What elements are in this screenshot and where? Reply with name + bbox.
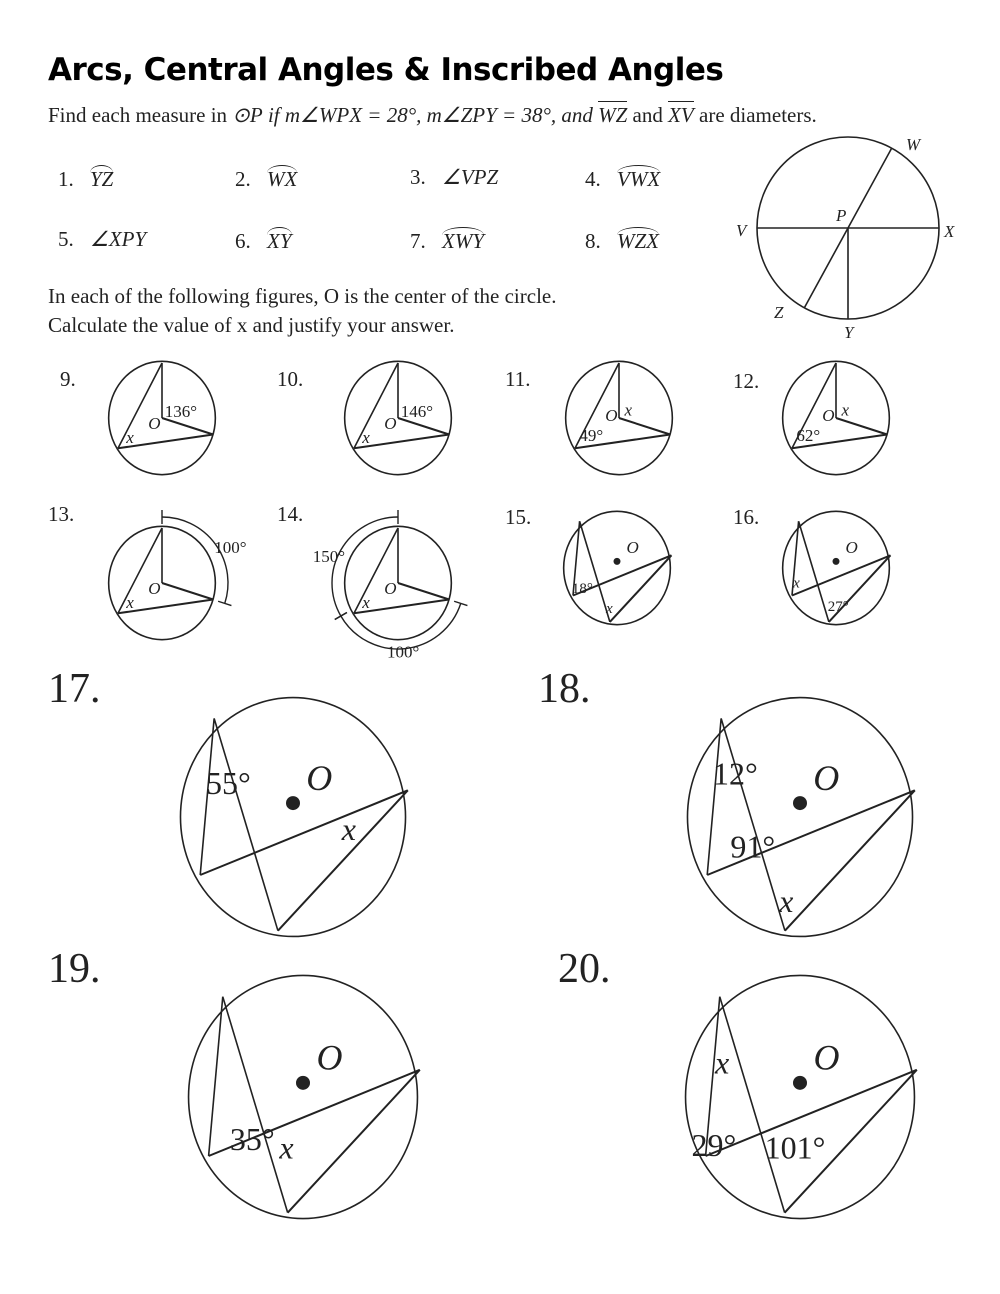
circle-symbol: ⊙P xyxy=(232,103,263,127)
figure-18-circle xyxy=(687,698,912,937)
figure-17-chord-ab xyxy=(214,718,278,930)
figure-19-label-1: 35° xyxy=(229,1121,275,1158)
figure-12-radius-right xyxy=(836,418,887,435)
figure-20-label-3: 101° xyxy=(764,1129,826,1166)
figure-17-center-label: O xyxy=(306,757,333,798)
given-conditions: if m∠WPX = 28°, m∠ZPY = 38°, and xyxy=(267,103,593,127)
figure-17-label-1: 55° xyxy=(206,764,251,801)
figure-18-label-2: 91° xyxy=(730,828,776,865)
figure-18-label-1: 12° xyxy=(713,755,758,792)
diameter-wz: WZ xyxy=(598,103,628,127)
figure-14-label-1: x xyxy=(362,592,370,612)
figure-16-center-label: O xyxy=(845,538,858,557)
label-w: W xyxy=(906,135,921,154)
problem-number: 8. xyxy=(585,229,601,253)
figure-instructions-2: Calculate the value of x and justify your answer. xyxy=(48,313,455,337)
figure-20-chord-ab xyxy=(720,997,785,1213)
figure-12-label-2: 62° xyxy=(796,426,821,446)
figure-18-label-3: x xyxy=(779,883,794,920)
figure-13-label-2: 100° xyxy=(214,537,247,557)
figure-number-15: 15. xyxy=(505,505,532,529)
figure-16-label-1: x xyxy=(793,575,800,592)
figure-instructions-1: In each of the following figures, O is the center of the circle. xyxy=(48,284,557,308)
figure-number-9: 9. xyxy=(60,367,76,391)
figure-15-label-2: x xyxy=(606,601,613,618)
figure-number-13: 13. xyxy=(48,502,75,526)
figure-18-center-dot xyxy=(793,796,807,810)
figure-13-chord-left xyxy=(118,528,162,613)
figure-13-label-1: x xyxy=(126,592,134,612)
label-x: X xyxy=(944,222,955,241)
figure-9-chord-left xyxy=(118,363,162,448)
figure-17-chord-cd xyxy=(200,790,408,875)
problem-number: 7. xyxy=(410,229,426,253)
figure-19-center-label: O xyxy=(316,1037,343,1078)
figure-19-chord-ab xyxy=(223,997,288,1213)
figure-14-chord-left xyxy=(354,528,398,613)
figure-14-label-3: 100° xyxy=(387,642,420,662)
figure-14-center-label: O xyxy=(384,579,397,598)
angle-label: ∠VPZ xyxy=(442,165,499,189)
problem-number: 4. xyxy=(585,167,601,191)
arc-label: XY xyxy=(267,229,292,253)
problem-number: 6. xyxy=(235,229,251,253)
figure-19-label-2: x xyxy=(279,1129,294,1166)
figure-18-chord-db xyxy=(785,790,915,930)
figure-20-label-1: x xyxy=(715,1044,730,1081)
worksheet-title: Arcs, Central Angles & Inscribed Angles xyxy=(48,52,724,88)
figure-19-chord-ac xyxy=(209,997,223,1156)
figure-14-label-2: 150° xyxy=(312,547,346,567)
figure-9-label-1: 136° xyxy=(164,401,198,421)
figure-number-20: 20. xyxy=(558,946,611,992)
figure-10-label-2: x xyxy=(362,427,370,447)
intro-tail: are diameters. xyxy=(699,103,817,127)
figure-20-center-dot xyxy=(793,1076,807,1090)
problem-number: 2. xyxy=(235,167,251,191)
arc-label: WZX xyxy=(617,229,659,253)
figure-17-label-2: x xyxy=(341,811,356,848)
figure-13-radius-right xyxy=(162,583,213,600)
figure-12-center-label: O xyxy=(822,405,835,425)
figure-number-11: 11. xyxy=(505,367,531,391)
figure-13-center-label: O xyxy=(148,579,161,598)
figure-15-chord-db xyxy=(610,555,672,622)
figure-number-18: 18. xyxy=(538,666,591,712)
figure-20-center-label: O xyxy=(813,1037,840,1078)
figure-10-chord-left xyxy=(354,363,398,448)
figure-18-chord-ab xyxy=(721,718,785,930)
figure-15-center-dot xyxy=(614,558,621,565)
figure-12-label-1: x xyxy=(841,400,850,420)
problem-number: 5. xyxy=(58,227,74,251)
figure-19-chord-db xyxy=(288,1070,420,1213)
angle-label: ∠XPY xyxy=(90,227,147,251)
figure-18-center-label: O xyxy=(813,757,840,798)
and-text: and xyxy=(632,103,663,127)
figure-20-label-2: 29° xyxy=(691,1127,737,1163)
figure-10-center-label: O xyxy=(384,414,397,433)
figure-11-label-2: 49° xyxy=(579,426,604,446)
label-v: V xyxy=(736,221,747,240)
figure-16-chord-cd xyxy=(792,555,890,595)
figure-13-arc-arrow-1 xyxy=(162,517,228,603)
figure-11-label-1: x xyxy=(624,400,633,420)
figure-11-radius-right xyxy=(619,418,670,435)
figure-20-circle xyxy=(686,975,915,1218)
figure-number-17: 17. xyxy=(48,666,101,712)
diameter-xv: XV xyxy=(668,103,694,127)
figure-19-center-dot xyxy=(296,1076,310,1090)
figure-9-label-2: x xyxy=(126,427,134,447)
figure-10-label-1: 146° xyxy=(400,401,434,421)
figure-number-14: 14. xyxy=(277,502,304,526)
figure-18-chord-ac xyxy=(707,718,721,875)
figure-14-arc-tick-2-1 xyxy=(335,613,347,620)
figure-16-label-2: 27° xyxy=(827,598,849,615)
figure-17-circle xyxy=(180,698,405,937)
figure-number-19: 19. xyxy=(48,946,101,992)
figure-15-center-label: O xyxy=(626,538,639,557)
label-p: P xyxy=(836,206,847,225)
figure-16-center-dot xyxy=(833,558,840,565)
arc-label: XWY xyxy=(442,229,484,253)
arc-label: YZ xyxy=(90,167,114,191)
figure-14-radius-right xyxy=(398,583,449,600)
figure-16-chord-ab xyxy=(799,521,829,622)
problem-number: 3. xyxy=(410,165,426,189)
figure-17-center-dot xyxy=(286,796,300,810)
figure-15-label-1: 18° xyxy=(571,580,593,597)
figure-19-circle xyxy=(189,975,418,1218)
intro-text: Find each measure in xyxy=(48,103,228,127)
label-z: Z xyxy=(774,303,784,322)
label-y: Y xyxy=(844,323,854,342)
figure-9-center-label: O xyxy=(148,414,161,433)
figure-number-16: 16. xyxy=(733,505,760,529)
figure-11-center-label: O xyxy=(605,405,618,425)
figure-number-12: 12. xyxy=(733,369,760,393)
arc-label: VWX xyxy=(617,167,661,191)
figure-number-10: 10. xyxy=(277,367,304,391)
problem-number: 1. xyxy=(58,167,74,191)
arc-label: WX xyxy=(267,167,298,191)
